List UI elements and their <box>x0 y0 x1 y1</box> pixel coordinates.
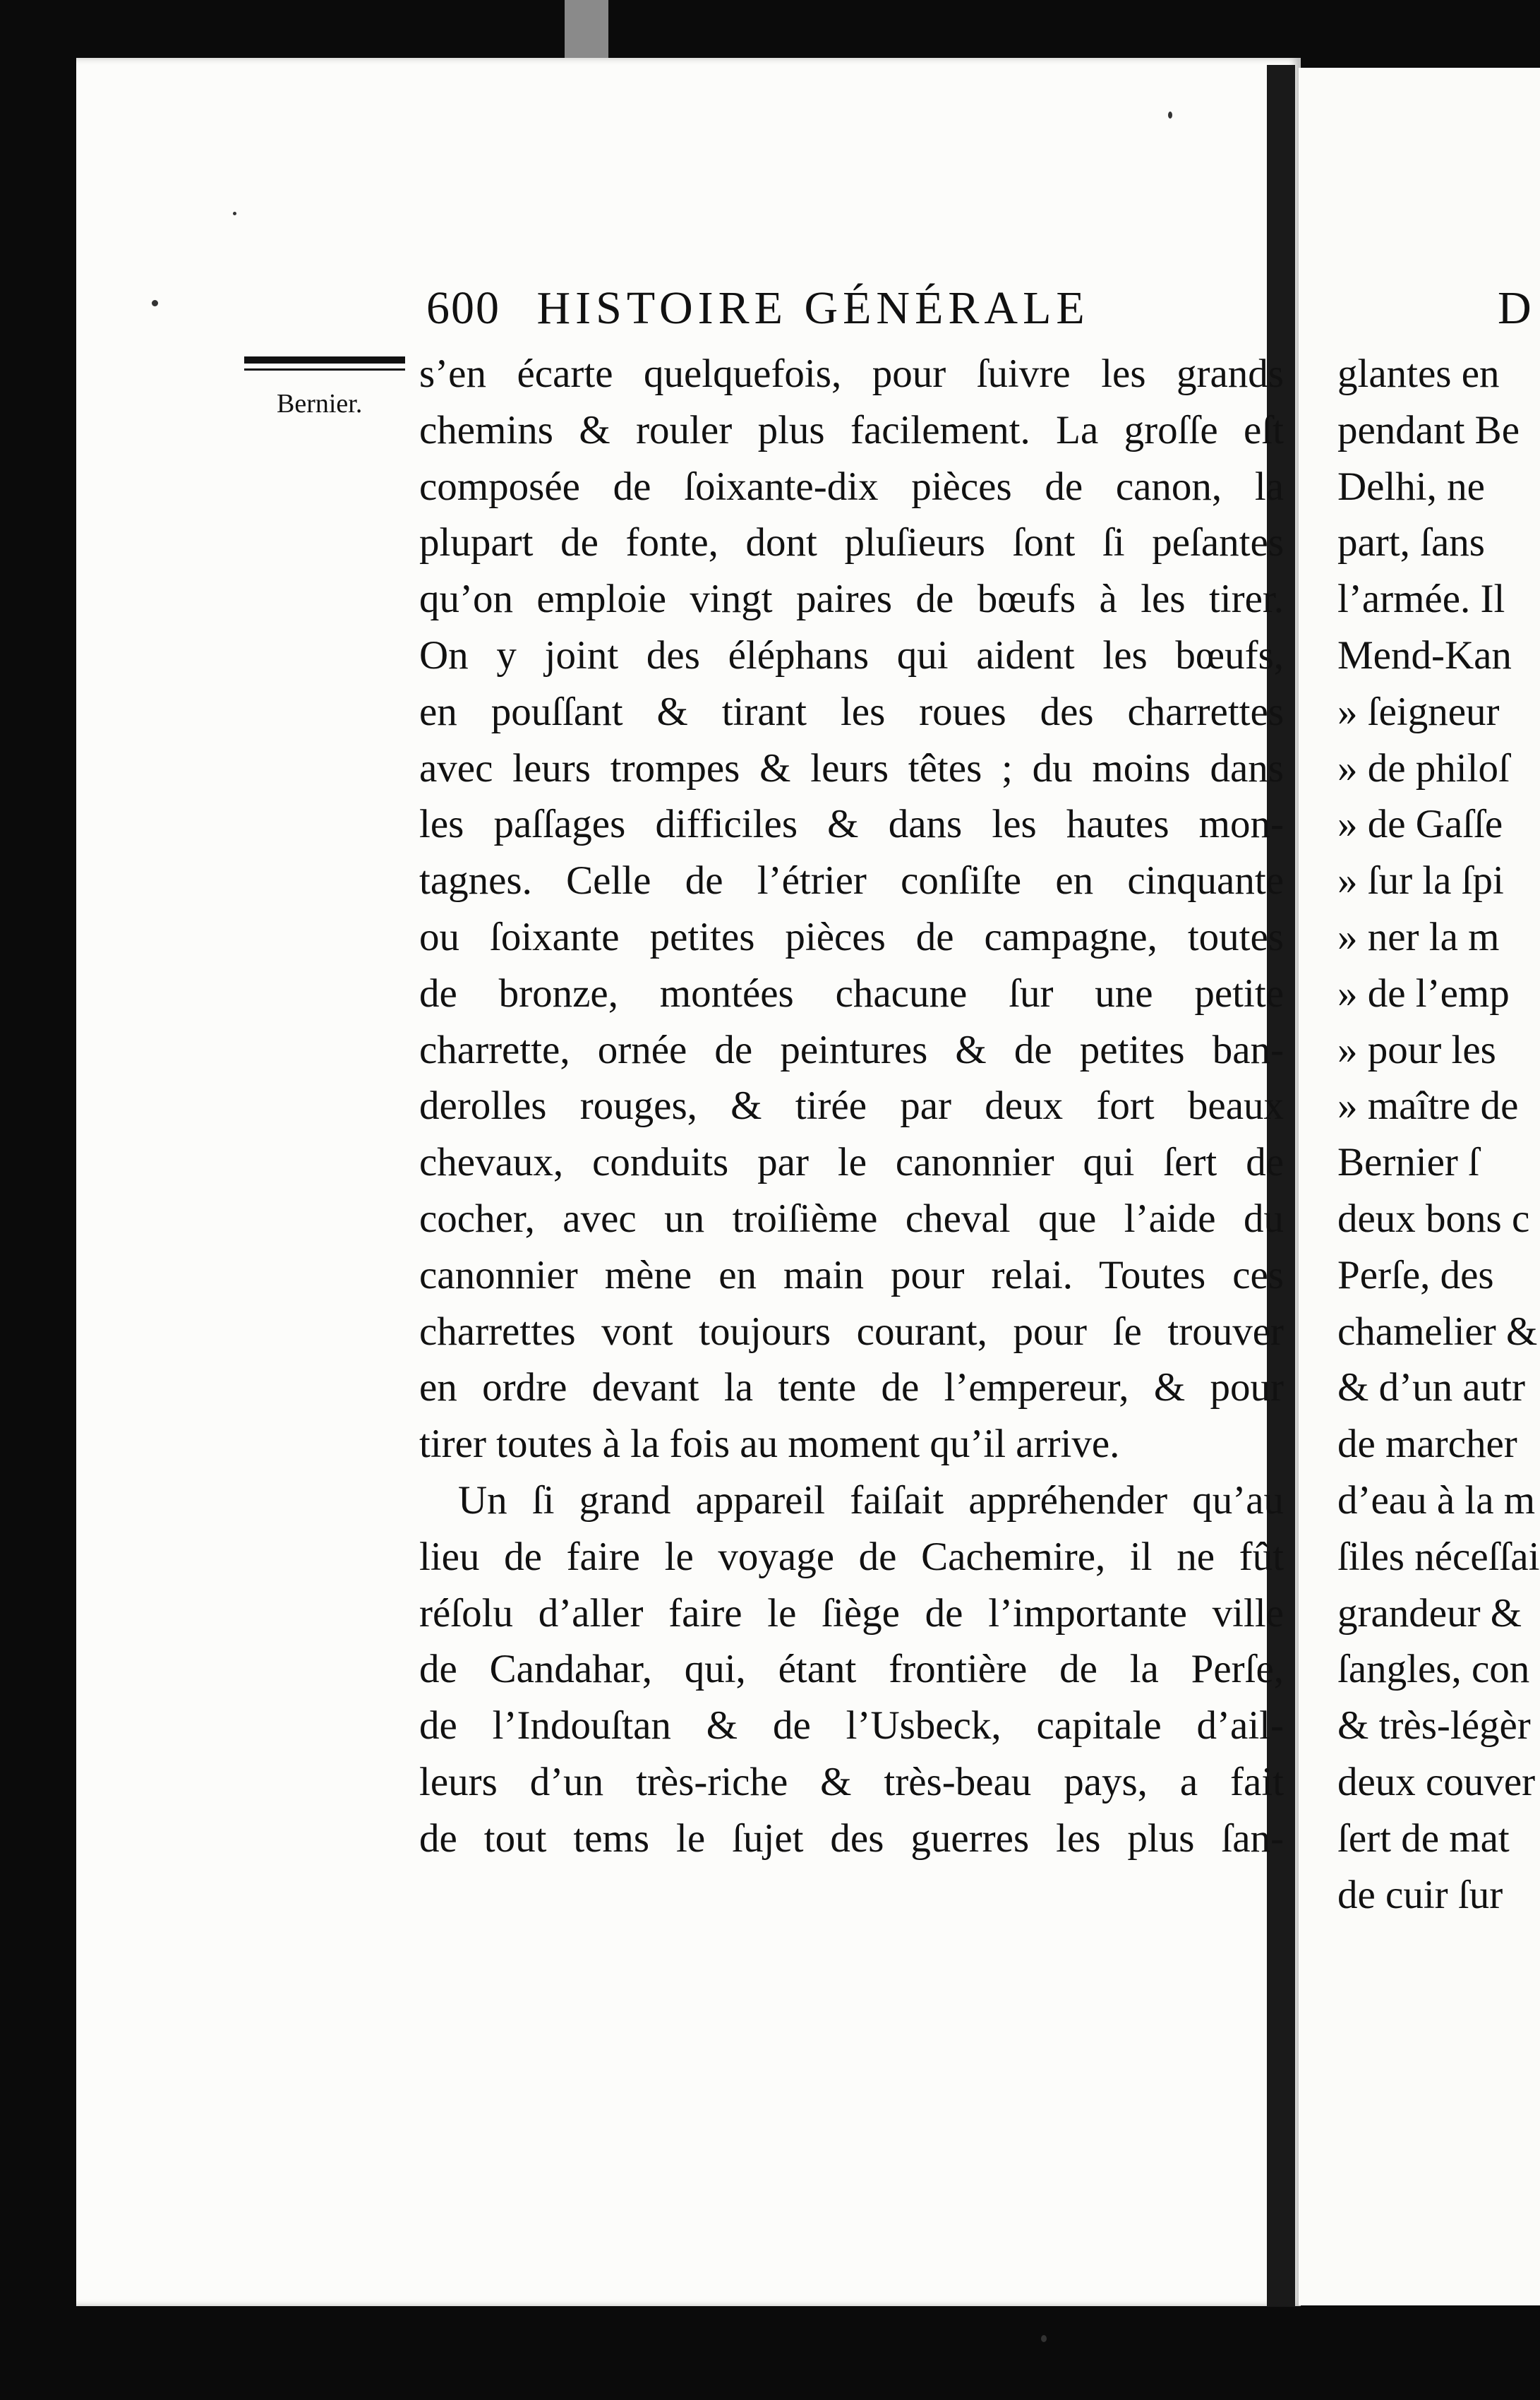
text-line: canonnier mène en main pour relai. Toutes ces <box>419 1252 1284 1297</box>
right-text-line: part, ſans <box>1337 520 1485 565</box>
text-line: qu’on emploie vingt paires de bœufs à les tirer. <box>419 577 1284 622</box>
book-spine <box>565 0 608 64</box>
right-text-line: & très-légèr <box>1337 1703 1531 1748</box>
right-text-line: ſert de mat <box>1337 1816 1510 1861</box>
text-line: de Candahar, qui, étant frontière de la Perſe, <box>419 1647 1284 1692</box>
text-line: leurs d’un très-riche & très-beau pays, a fait <box>419 1759 1284 1804</box>
margin-rule-thin <box>244 368 405 371</box>
right-text-line: » pour les <box>1337 1027 1496 1072</box>
right-text-line: glantes en <box>1337 352 1500 396</box>
text-line: ou ſoixante petites pièces de campagne, toutes <box>419 914 1284 959</box>
margin-note: Bernier. <box>277 389 363 419</box>
text-line: de l’Indouſtan & de l’Usbeck, capitale d’ail- <box>419 1703 1284 1748</box>
right-text-line: Bernier ſ <box>1337 1140 1480 1185</box>
text-line: s’en écarte quelquefois, pour ſuivre les grands <box>419 352 1284 396</box>
right-text-line: pendant Be <box>1337 407 1520 452</box>
right-text-line: de cuir ſur <box>1337 1872 1503 1917</box>
text-line: tagnes. Celle de l’étrier conſiſte en cinquante <box>419 858 1284 904</box>
text-line: chemins & rouler plus facilement. La groſſe eſt <box>419 407 1284 452</box>
right-text-line: » maître de <box>1337 1084 1519 1129</box>
right-text-line: » de l’emp <box>1337 971 1510 1016</box>
right-text-line: d’eau à la m <box>1337 1477 1536 1523</box>
right-text-line: de marcher <box>1337 1422 1517 1467</box>
right-text-line: » ſeigneur <box>1337 689 1500 734</box>
right-text-line: ſangles, con <box>1337 1647 1530 1692</box>
text-line: en ordre devant la tente de l’empereur, & pour <box>419 1365 1284 1410</box>
scan-speck <box>233 212 236 215</box>
text-line: de tout tems le ſujet des guerres les plus ſan- <box>419 1816 1284 1861</box>
right-text-line: » de Gaſſe <box>1337 802 1503 847</box>
text-line: en pouſſant & tirant les roues des charrettes <box>419 689 1284 734</box>
text-line: plupart de fonte, dont pluſieurs ſont ſi peſantes <box>419 520 1284 565</box>
right-text-line: & d’un autr <box>1337 1365 1525 1410</box>
text-line: charrette, ornée de peintures & de petites ban- <box>419 1027 1284 1072</box>
right-text-line: deux couver <box>1337 1759 1536 1804</box>
text-line: les paſſages difficiles & dans les hautes mon- <box>419 802 1284 847</box>
right-text-line: Perſe, des <box>1337 1252 1494 1297</box>
margin-rule-thick <box>244 356 405 364</box>
right-text-line: deux bons c <box>1337 1196 1530 1241</box>
right-page-text <box>1337 346 1540 1923</box>
right-text-line: » ſur la ſpi <box>1337 858 1504 904</box>
right-running-head: D <box>1498 282 1532 334</box>
text-line: lieu de faire le voyage de Cachemire, il ne fût <box>419 1534 1284 1579</box>
scan-bottom-edge <box>0 2307 1540 2400</box>
right-text-line: ſiles néceſſai <box>1337 1534 1540 1579</box>
text-line: Un ſi grand appareil faiſait appréhender qu’au <box>458 1477 1284 1523</box>
running-head <box>426 277 1273 340</box>
right-text-line: l’armée. Il <box>1337 577 1505 622</box>
right-text-line: chamelier & <box>1337 1309 1538 1354</box>
text-line: chevaux, conduits par le canonnier qui ſert de <box>419 1140 1284 1185</box>
text-line: cocher, avec un troiſième cheval que l’aide du <box>419 1196 1284 1241</box>
right-text-line: grandeur & <box>1337 1590 1522 1636</box>
text-line: réſolu d’aller faire le ſiège de l’importante ville <box>419 1590 1284 1636</box>
text-line: derolles rouges, & tirée par deux fort beaux <box>419 1084 1284 1129</box>
right-text-line: » ner la m <box>1337 914 1500 959</box>
right-text-line: » de philoſ <box>1337 745 1510 791</box>
running-title: HISTOIRE GÉNÉRALE <box>536 282 1090 334</box>
text-line: composée de ſoixante-dix pièces de canon, la <box>419 464 1284 509</box>
right-text-line: Delhi, ne <box>1337 464 1485 509</box>
text-line: avec leurs trompes & leurs têtes ; du moins dans <box>419 745 1284 791</box>
right-text-line: Mend-Kan <box>1337 632 1512 678</box>
text-line: charrettes vont toujours courant, pour ſe trouver <box>419 1309 1284 1354</box>
text-line: tirer toutes à la fois au moment qu’il arrive. <box>419 1422 1120 1467</box>
page-number: 600 <box>426 282 500 334</box>
scan-speck <box>1041 2335 1047 2342</box>
text-line: On y joint des éléphans qui aident les bœufs, <box>419 632 1284 678</box>
body-text <box>419 346 1284 1867</box>
text-line: de bronze, montées chacune ſur une petite <box>419 971 1284 1016</box>
scan-speck <box>1168 112 1172 119</box>
scan-speck <box>152 300 158 306</box>
